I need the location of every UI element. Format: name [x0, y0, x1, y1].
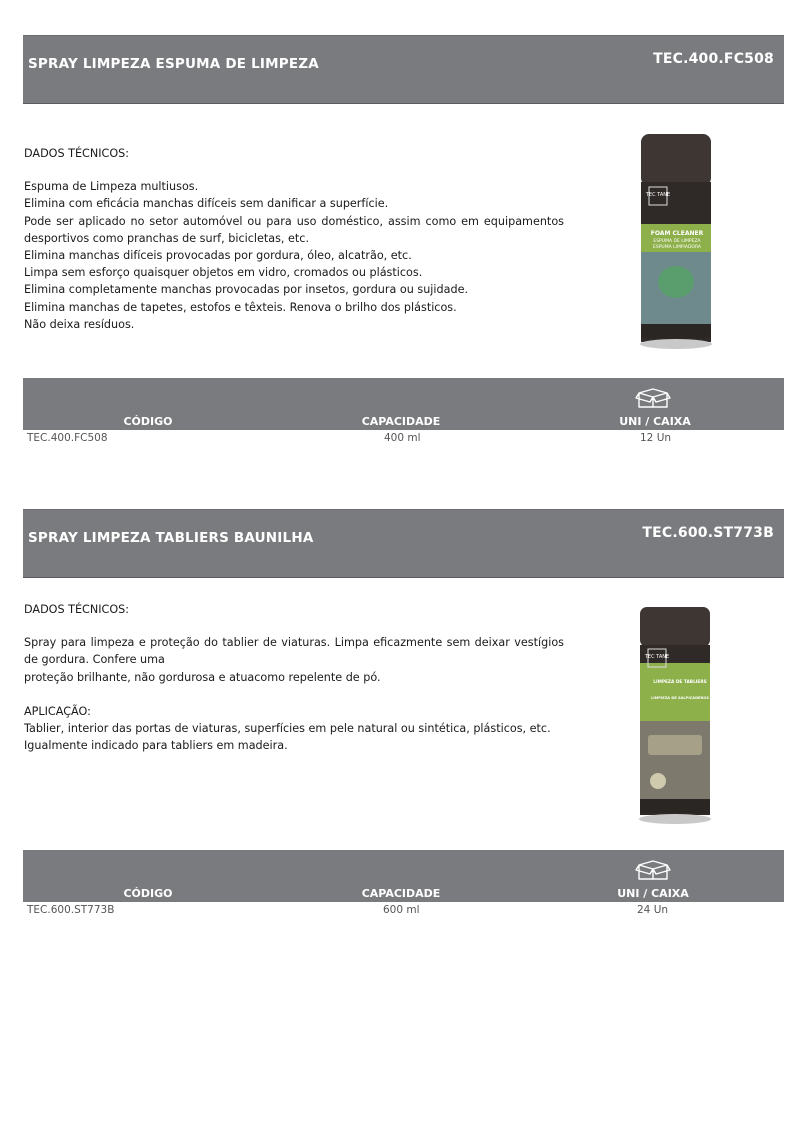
description-line: Não deixa resíduos. — [24, 317, 135, 331]
can-label-line: LIMPIEZA DE SALPICADEROS — [651, 696, 709, 700]
table-row — [23, 431, 784, 447]
column-header-units: UNI / CAIXA — [619, 415, 691, 428]
can-label-line: ESPUMA DE LIMPEZA — [653, 239, 701, 244]
description-line: Elimina completamente manchas provocadas por insetos, gordura ou sujidade. — [24, 283, 469, 297]
column-header-capacity: CAPACIDADE — [361, 415, 441, 428]
product-description-1 — [24, 145, 564, 333]
description-line: Elimina com eficácia manchas difíceis sem danificar a superfície. — [24, 197, 389, 211]
column-header-code: CÓDIGO — [123, 415, 173, 428]
box-icon — [635, 386, 671, 410]
can-label-line: ESPUMA LIMPIADORA — [653, 245, 701, 250]
description-line: Limpa sem esforço quaisquer objetos em vidro, cromados ou plásticos. — [24, 266, 423, 280]
product-image-1 — [633, 132, 719, 352]
column-header-capacity: CAPACIDADE — [361, 887, 441, 900]
cell-capacity: 600 ml — [383, 904, 420, 916]
description-line: Espuma de Limpeza multiusos. — [24, 180, 199, 194]
can-label-line: LIMPEZA DE TABLIERS — [653, 680, 707, 685]
description-line: Elimina manchas difíceis provocadas por gordura, óleo, alcatrão, etc. — [24, 249, 412, 263]
product-description-2 — [24, 601, 564, 754]
description-line: Elimina manchas de tapetes, estofos e têxteis. Renova o brilho dos plásticos. — [24, 300, 457, 314]
section-label-1: DADOS TÉCNICOS: — [24, 147, 130, 160]
can-brand: TEC TANE — [644, 654, 670, 660]
spec-table-header-1 — [23, 378, 784, 430]
cell-code: TEC.400.FC508 — [27, 432, 108, 444]
cell-capacity: 400 ml — [384, 432, 421, 444]
cell-units: 12 Un — [640, 432, 672, 444]
application-line: Igualmente indicado para tabliers em madeira. — [24, 739, 288, 753]
can-brand: TEC TANE — [645, 192, 671, 198]
product-title-2: SPRAY LIMPEZA TABLIERS BAUNILHA — [28, 530, 314, 546]
application-label: APLICAÇÃO: — [24, 704, 91, 718]
spec-table-header-2 — [23, 850, 784, 902]
cell-code: TEC.600.ST773B — [27, 904, 115, 916]
cell-units: 24 Un — [637, 904, 669, 916]
product-code-2: TEC.600.ST773B — [642, 525, 774, 541]
column-header-units: UNI / CAIXA — [617, 887, 689, 900]
column-header-code: CÓDIGO — [123, 887, 173, 900]
description-line: Spray para limpeza e proteção do tablier de viaturas. Limpa eficazmente sem deixar vestígios de gordura. Confere uma — [24, 636, 564, 667]
box-icon — [635, 858, 671, 882]
application-line: Tablier, interior das portas de viaturas, superfícies em pele natural ou sintética, plásticos, etc. — [24, 722, 551, 736]
product-image-2 — [634, 605, 716, 827]
table-row — [23, 903, 784, 919]
can-label-line: FOAM CLEANER — [650, 230, 704, 237]
product-header-2 — [23, 509, 784, 577]
description-line: proteção brilhante, não gordurosa e atuacomo repelente de pó. — [24, 670, 381, 684]
product-title-1: SPRAY LIMPEZA ESPUMA DE LIMPEZA — [28, 56, 319, 72]
description-line: Pode ser aplicado no setor automóvel ou para uso doméstico, assim como em equipamentos desportivos como pranchas de surf, bicicletas, etc. — [24, 214, 564, 245]
product-code-1: TEC.400.FC508 — [653, 51, 774, 67]
section-label-2: DADOS TÉCNICOS: — [24, 603, 130, 616]
product-header-1 — [23, 35, 784, 103]
